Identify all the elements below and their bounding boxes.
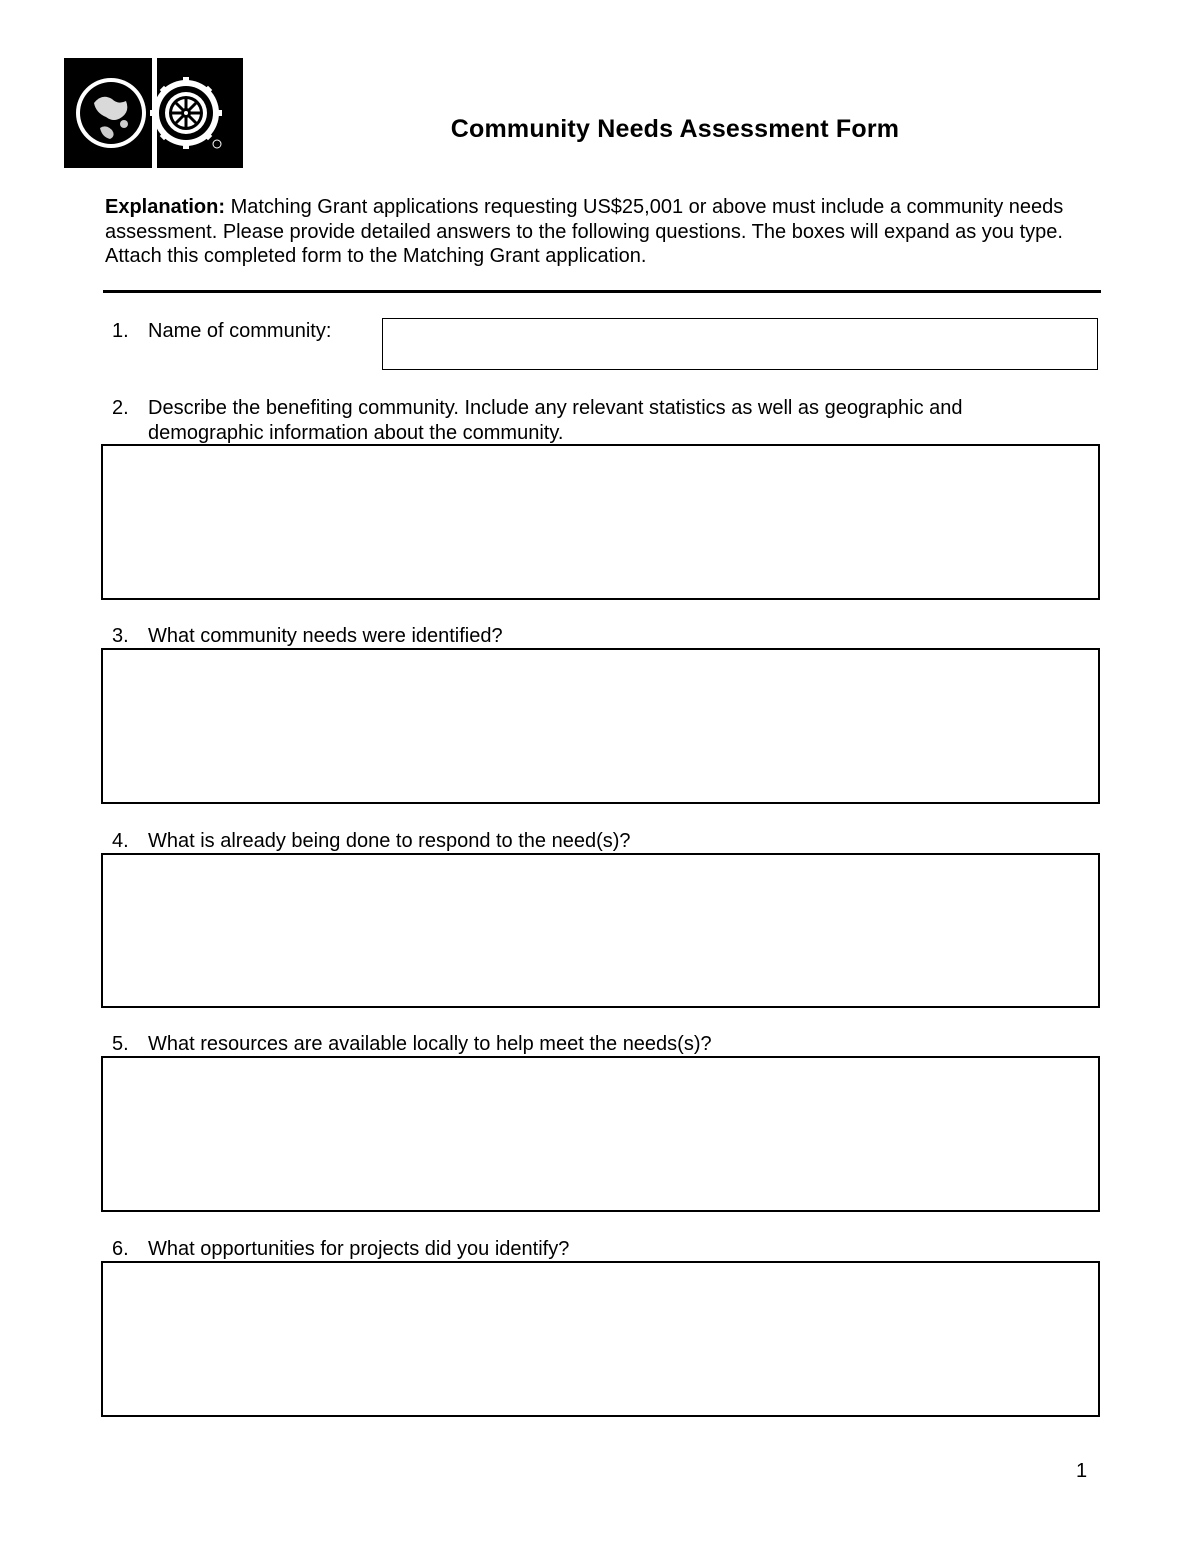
question-text: What resources are available locally to help meet the needs(s)? <box>148 1033 712 1055</box>
benefiting-community-field[interactable] <box>101 444 1100 600</box>
community-needs-field[interactable] <box>101 648 1100 804</box>
question-4-label <box>112 829 1058 854</box>
question-text: Describe the benefiting community. Include any relevant statistics as well as geographic and demographic information about the community. <box>148 397 963 444</box>
horizontal-divider <box>103 290 1101 293</box>
current-response-field[interactable] <box>101 853 1100 1008</box>
question-number: 6. <box>112 1238 129 1260</box>
question-text: What is already being done to respond to the need(s)? <box>148 830 631 852</box>
explanation-text: Matching Grant applications requesting US$25,001 or above must include a community needs assessment. Please provide detailed answers to the following questions. The boxes will expand as you type. Attach this completed form to the Matching Grant application. <box>105 196 1064 267</box>
question-6-label <box>112 1237 1058 1262</box>
page-title: Community Needs Assessment Form <box>450 115 900 143</box>
question-3-label <box>112 624 1058 649</box>
community-name-field[interactable] <box>382 318 1098 370</box>
question-text: Name of community: <box>148 320 332 342</box>
question-number: 5. <box>112 1033 129 1055</box>
local-resources-field[interactable] <box>101 1056 1100 1212</box>
explanation-paragraph <box>105 195 1095 269</box>
question-text: What community needs were identified? <box>148 625 503 647</box>
page-number: 1 <box>1076 1460 1088 1482</box>
question-2-label <box>112 396 1058 445</box>
question-number: 3. <box>112 625 129 647</box>
explanation-label: Explanation: <box>105 196 226 218</box>
question-number: 2. <box>112 397 129 419</box>
organization-logo <box>64 58 243 168</box>
question-number: 4. <box>112 830 129 852</box>
question-5-label <box>112 1032 1058 1057</box>
question-1-label <box>112 319 368 344</box>
question-number: 1. <box>112 320 129 342</box>
question-text: What opportunities for projects did you identify? <box>148 1238 570 1260</box>
project-opportunities-field[interactable] <box>101 1261 1100 1417</box>
logo-emblem-icon <box>64 58 243 168</box>
